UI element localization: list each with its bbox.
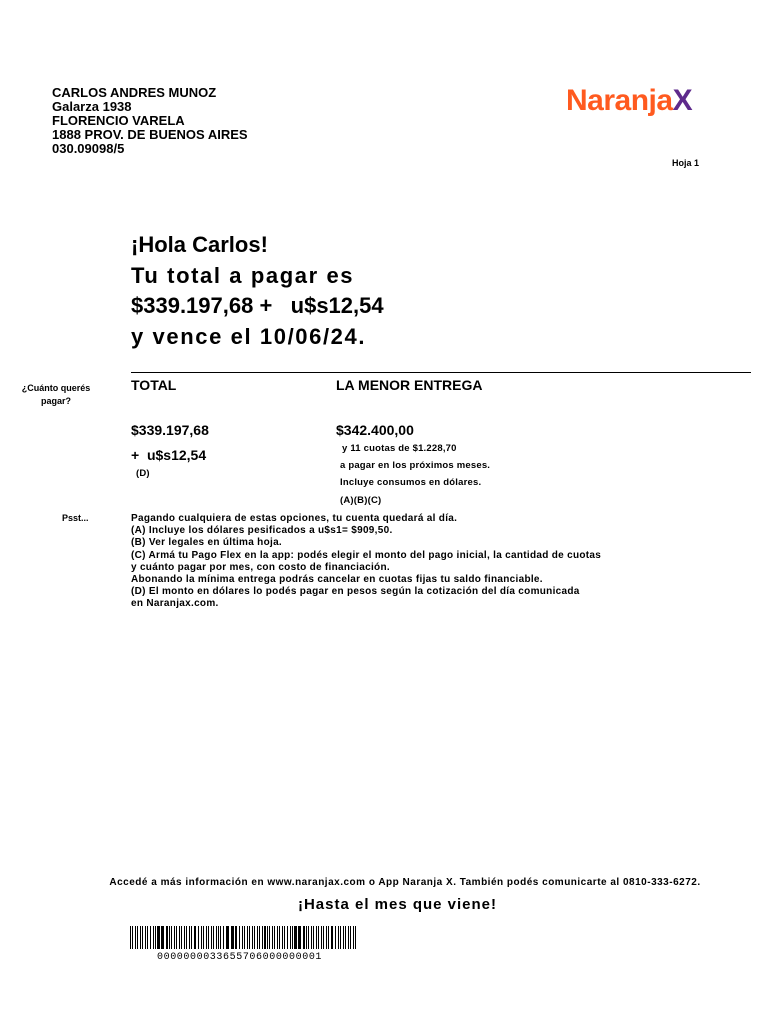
barcode-bar xyxy=(316,926,317,949)
recipient-name: CARLOS ANDRES MUNOZ xyxy=(52,85,217,100)
psst-line: Pagando cualquiera de estas opciones, tu cuenta quedará al día. xyxy=(131,513,458,524)
barcode-bar xyxy=(254,926,255,949)
minimum-installments: y 11 cuotas de $1.228,70 xyxy=(342,443,457,454)
total-amount-usd: + u$s12,54 xyxy=(131,447,207,463)
barcode-bar xyxy=(264,926,266,949)
psst-line: (D) El monto en dólares lo podés pagar en pesos según la cotización del día comunicada xyxy=(131,586,580,598)
barcode-bar xyxy=(247,926,248,949)
barcode-bar xyxy=(244,926,245,949)
psst-line: Abonando la mínima entrega podrás cancelar en cuotas fijas tu saldo financiable. xyxy=(131,574,543,586)
barcode-bar xyxy=(292,926,293,949)
barcode-bar xyxy=(257,926,258,949)
barcode-bar xyxy=(208,926,209,949)
greeting-total-label: Tu total a pagar es xyxy=(131,262,355,288)
recipient-address xyxy=(52,86,248,156)
minimum-dollars: Incluye consumos en dólares. xyxy=(340,477,482,488)
barcode-bar xyxy=(203,926,204,949)
barcode-bar xyxy=(259,926,260,949)
barcode-bar xyxy=(326,926,327,949)
minimum-amount: $342.400,00 xyxy=(336,422,414,438)
psst-line: (B) Ver legales en última hoja. xyxy=(131,537,283,549)
barcode-bar xyxy=(298,926,301,949)
barcode-bar xyxy=(343,926,344,949)
naranja-x-logo xyxy=(566,84,712,124)
recipient-city: FLORENCIO VARELA xyxy=(52,113,185,128)
barcode-bar xyxy=(213,926,214,949)
psst-line: en Naranjax.com. xyxy=(131,598,219,610)
barcode-bar xyxy=(201,926,202,949)
barcode-bar xyxy=(242,926,243,949)
barcode-bar xyxy=(303,926,305,949)
barcode-bar xyxy=(231,926,234,949)
barcode-bar xyxy=(189,926,190,949)
barcode-bar xyxy=(174,926,175,949)
barcode-bar xyxy=(145,926,146,949)
barcode-bar xyxy=(284,926,285,949)
barcode-bar xyxy=(157,926,160,949)
barcode-bar xyxy=(279,926,280,949)
barcode-bar xyxy=(211,926,212,949)
payment-question-line1: ¿Cuánto querés xyxy=(21,383,91,393)
page-number: Hoja 1 xyxy=(672,158,700,168)
barcode-bar xyxy=(198,926,199,949)
greeting-block xyxy=(131,230,384,352)
total-amount-ars: $339.197,68 xyxy=(131,422,209,438)
barcode-bar xyxy=(331,926,333,949)
barcode-bar xyxy=(220,926,221,949)
barcode-bar xyxy=(153,926,154,949)
barcode-bar xyxy=(350,926,351,949)
barcode-bar xyxy=(223,926,224,949)
barcode-bar xyxy=(181,926,182,949)
barcode-bar xyxy=(186,926,187,949)
total-heading: TOTAL xyxy=(131,377,177,393)
barcode-bar xyxy=(252,926,253,949)
barcode-bar xyxy=(353,926,354,949)
barcode-bar xyxy=(282,926,283,949)
barcode-bar xyxy=(206,926,207,949)
barcode-bar xyxy=(239,926,240,949)
minimum-months: a pagar en los próximos meses. xyxy=(340,460,491,471)
recipient-account: 030.09098/5 xyxy=(52,141,125,156)
barcode-bar xyxy=(290,926,291,949)
barcode-bar xyxy=(328,926,329,949)
barcode-bar xyxy=(140,926,141,949)
psst-label: Psst... xyxy=(62,513,89,523)
barcode xyxy=(130,926,358,949)
psst-line: y cuánto pagar por mes, con costo de financiación. xyxy=(131,561,390,573)
barcode-bar xyxy=(321,926,322,949)
barcode-bar xyxy=(155,926,156,949)
barcode-bar xyxy=(249,926,250,949)
barcode-bar xyxy=(345,926,346,949)
recipient-street: Galarza 1938 xyxy=(52,99,132,114)
recipient-province: 1888 PROV. DE BUENOS AIRES xyxy=(52,127,248,142)
barcode-bar xyxy=(308,926,309,949)
greeting-total-amount: $339.197,68 + u$s12,54 xyxy=(131,293,384,318)
barcode-bar xyxy=(176,926,177,949)
barcode-bar xyxy=(216,926,217,949)
logo-x-mark: X xyxy=(672,84,693,117)
barcode-bar xyxy=(161,926,164,949)
barcode-bar xyxy=(132,926,133,949)
logo-wordmark: Naranja xyxy=(566,84,673,117)
section-divider xyxy=(131,372,751,373)
barcode-bar xyxy=(135,926,136,949)
barcode-bar xyxy=(340,926,341,949)
barcode-bar xyxy=(272,926,273,949)
barcode-bar xyxy=(348,926,349,949)
barcode-bar xyxy=(355,926,356,949)
barcode-bar xyxy=(318,926,319,949)
barcode-bar xyxy=(323,926,324,949)
barcode-bar xyxy=(191,926,192,949)
barcode-bar xyxy=(166,926,168,949)
barcode-bar xyxy=(130,926,131,949)
barcode-bar xyxy=(262,926,263,949)
minimum-note: (A)(B)(C) xyxy=(340,495,382,506)
footer-info: Accedé a más información en www.naranjax.com o App Naranja X. También podés comunicarte al 0810-333-6272. xyxy=(109,877,701,888)
barcode-bar xyxy=(267,926,268,949)
barcode-bar xyxy=(338,926,339,949)
greeting-due-date: y vence el 10/06/24. xyxy=(131,323,367,349)
barcode-bar xyxy=(218,926,219,949)
barcode-bar xyxy=(147,926,148,949)
greeting-hello: ¡Hola Carlos! xyxy=(131,232,268,257)
barcode-bar xyxy=(306,926,307,949)
psst-line: (A) Incluye los dólares pesificados a u$s1= $909,50. xyxy=(131,525,393,537)
barcode-bar xyxy=(313,926,314,949)
barcode-bar xyxy=(169,926,170,949)
total-note: (D) xyxy=(136,468,150,479)
payment-question-line2: pagar? xyxy=(40,396,71,406)
psst-line: (C) Armá tu Pago Flex en la app: podés elegir el monto del pago inicial, la cantidad de cuotas xyxy=(131,549,602,561)
minimum-heading: LA MENOR ENTREGA xyxy=(336,377,483,393)
barcode-bar xyxy=(311,926,312,949)
barcode-bar xyxy=(269,926,270,949)
barcode-bar xyxy=(287,926,288,949)
barcode-bar xyxy=(335,926,336,949)
barcode-bar xyxy=(274,926,275,949)
barcode-bar xyxy=(235,926,237,949)
barcode-bar xyxy=(194,926,196,949)
barcode-bar xyxy=(184,926,185,949)
psst-notes xyxy=(131,513,601,611)
barcode-bar xyxy=(150,926,151,949)
barcode-number: 0000000033655706000000001 xyxy=(157,952,323,963)
barcode-bar xyxy=(142,926,143,949)
payment-question xyxy=(16,382,96,408)
footer-farewell: ¡Hasta el mes que viene! xyxy=(297,896,498,913)
barcode-bar xyxy=(294,926,297,949)
barcode-bar xyxy=(171,926,172,949)
barcode-bar xyxy=(277,926,278,949)
barcode-bar xyxy=(226,926,229,949)
barcode-bar xyxy=(179,926,180,949)
barcode-bar xyxy=(137,926,138,949)
